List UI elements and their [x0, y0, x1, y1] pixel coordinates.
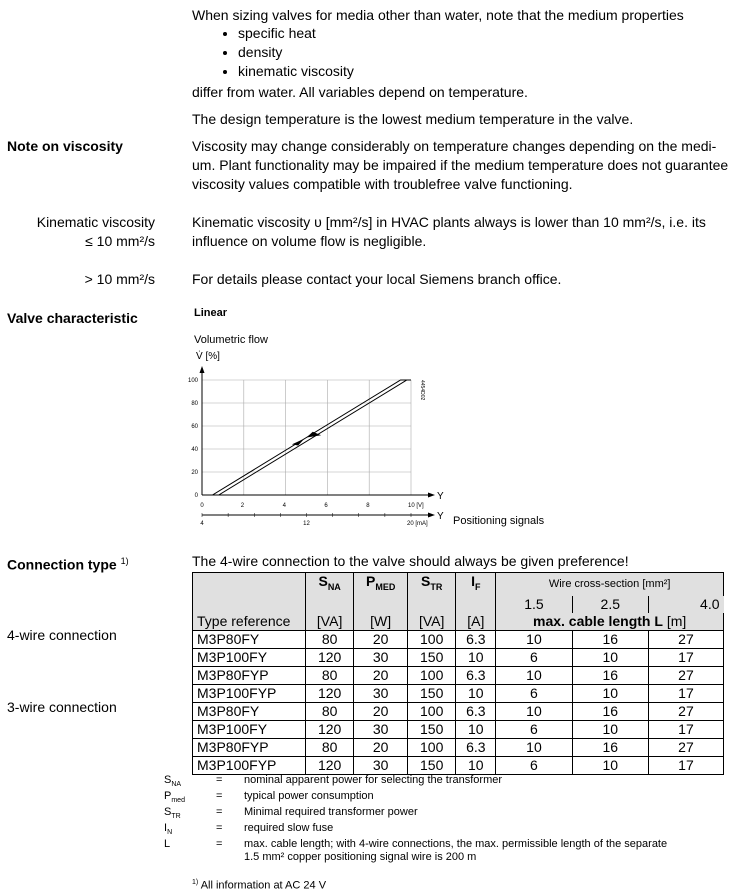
table-cell: 150 [408, 648, 456, 666]
table-row [193, 720, 724, 738]
table-cell: 80 [306, 702, 354, 720]
equals: = [216, 822, 223, 834]
table-cell: 6.3 [456, 738, 496, 756]
table-cell: M3P100FYP [193, 684, 306, 702]
table-cell: 10 [496, 738, 572, 756]
intro-text: When sizing valves for media other than water, note that the medium properties [192, 7, 684, 23]
symbol: S [164, 806, 172, 818]
x-tick-label: 8 [366, 503, 370, 509]
table-cell: 16 [572, 630, 648, 648]
table-row [193, 630, 724, 648]
equals: = [216, 774, 223, 786]
section-heading [7, 552, 129, 574]
table-cell: 20 [354, 630, 408, 648]
side-label: > 10 mm²/s [84, 271, 155, 287]
table-cell: 20 [354, 666, 408, 684]
table-cell: 100 [408, 738, 456, 756]
x-tick-label: 10 [V] [408, 503, 424, 509]
footnote [192, 876, 326, 893]
y-tick-label: 20 [191, 470, 198, 476]
table-cell: M3P80FY [193, 702, 306, 720]
list-item: • specific heat [238, 24, 354, 43]
table-cell: 120 [306, 648, 354, 666]
header-unit: [W] [354, 613, 408, 631]
symbol-sub: N [167, 829, 173, 837]
table-cell: M3P80FY [193, 630, 306, 648]
legend-text: typical power consumption [244, 790, 374, 802]
table-cell: M3P100FYP [193, 756, 306, 774]
table-cell: 17 [648, 756, 723, 774]
header-unit: [A] [456, 613, 496, 631]
legend-text: nominal apparent power for selecting the transformer [244, 774, 503, 786]
equals: = [216, 790, 223, 802]
header-sub: F [475, 581, 481, 592]
table-cell: 16 [572, 666, 648, 684]
header-unit: [VA] [408, 613, 456, 631]
table-cell: 16 [572, 702, 648, 720]
table-cell: 10 [456, 720, 496, 738]
header: max. cable length L [533, 612, 663, 629]
table-cell: 150 [408, 756, 456, 774]
table-cell: 10 [572, 648, 648, 666]
wire-header: Wire cross-section [mm²] [496, 573, 724, 596]
intro-text: differ from water. All variables depend on temperature. [192, 84, 528, 100]
paragraph: viscosity values compatible with troublefree valve functioning. [192, 176, 573, 192]
symbol-sub: NA [171, 781, 182, 789]
symbol: S [164, 774, 172, 786]
wire-size: 1.5 [496, 596, 572, 613]
table-cell: 100 [408, 666, 456, 684]
table-cell: 20 [354, 702, 408, 720]
list-item: • density [238, 43, 354, 62]
list-item: • kinematic viscosity [238, 62, 354, 81]
table-row [193, 648, 724, 666]
table-cell: 17 [648, 720, 723, 738]
table-cell: 120 [306, 756, 354, 774]
header: S [318, 573, 328, 589]
table-cell: 27 [648, 630, 723, 648]
legend-text: required slow fuse [244, 822, 334, 834]
header: Type reference [193, 613, 306, 631]
table-cell: 27 [648, 738, 723, 756]
figure-code: 4454D02 [419, 380, 425, 401]
intro-text: The design temperature is the lowest medium temperature in the valve. [192, 111, 634, 127]
symbol-sub: TR [171, 813, 181, 821]
table-cell: 27 [648, 666, 723, 684]
legend-symbol [164, 836, 170, 857]
x-axis-name: Y [437, 491, 444, 502]
table-cell: 10 [456, 756, 496, 774]
table-cell: 30 [354, 648, 408, 666]
x-axis-label: Positioning signals [453, 515, 545, 527]
header-sub: TR [430, 581, 443, 592]
equals: = [216, 806, 223, 818]
header-unit: [m] [666, 612, 687, 629]
table-cell: 150 [408, 684, 456, 702]
table-cell: 10 [456, 684, 496, 702]
ma-tick-label: 4 [200, 521, 204, 527]
table-cell: 80 [306, 666, 354, 684]
paragraph: um. Plant functionality may be impaired if the medium temperature does not guarantee [192, 157, 729, 173]
table-row [193, 738, 724, 756]
table-cell: 6 [496, 720, 572, 738]
legend-continued: 1.5 mm² copper positioning signal wire is 200 m [244, 851, 477, 863]
table-cell: 6 [496, 684, 572, 702]
table-cell: 6.3 [456, 702, 496, 720]
x-tick-label: 2 [240, 503, 245, 509]
table-cell: 17 [648, 684, 723, 702]
wire-size: 4.0 [648, 596, 723, 613]
ma-tick-label: 12 [303, 521, 310, 527]
ma-axis-name: Y [437, 511, 444, 522]
y-tick-label: 60 [191, 424, 198, 430]
table-cell: 6.3 [456, 666, 496, 684]
table-row [193, 666, 724, 684]
medium-properties-list [192, 24, 354, 81]
side-label: Kinematic viscosity [36, 214, 155, 230]
up-arrow-icon [292, 439, 305, 446]
heading-text: Connection type [7, 556, 117, 573]
x-axis-arrow-icon [428, 493, 435, 498]
y-tick-label: 40 [191, 447, 198, 453]
table-cell: 80 [306, 738, 354, 756]
connection-intro: The 4-wire connection to the valve should always be given preference! [192, 553, 629, 569]
table-cell: M3P100FY [193, 720, 306, 738]
y-tick-label: 100 [187, 378, 198, 384]
header-sub: NA [327, 581, 341, 592]
x-tick-label: 4 [282, 503, 286, 509]
table-cell: 120 [306, 720, 354, 738]
table-cell: 10 [572, 756, 648, 774]
footnote-mark: 1) [120, 556, 129, 566]
section-heading: Note on viscosity [7, 138, 123, 154]
table-cell: 20 [354, 738, 408, 756]
chart-subtitle: Linear [194, 307, 228, 319]
header-sub: MED [375, 581, 396, 592]
table-cell: M3P80FYP [193, 666, 306, 684]
paragraph: Kinematic viscosity υ [mm²/s] in HVAC plants always is lower than 10 mm²/s, i.e. its [192, 214, 706, 230]
table-cell: 10 [496, 630, 572, 648]
valve-characteristic-chart [187, 360, 450, 530]
table-cell: 30 [354, 720, 408, 738]
x-tick-label: 0 [200, 503, 204, 509]
table-cell: 10 [496, 702, 572, 720]
footnote-text: All information at AC 24 V [200, 879, 327, 892]
side-label: 4-wire connection [7, 627, 117, 643]
table-cell: 80 [306, 630, 354, 648]
table-cell: 100 [408, 702, 456, 720]
legend-text: max. cable length; with 4-wire connections, the max. permissible length of the separate [244, 838, 668, 850]
symbol: I [164, 822, 168, 834]
table-cell: 16 [572, 738, 648, 756]
x-tick-label: 6 [324, 503, 328, 509]
paragraph: Viscosity may change considerably on temperature changes depending on the medi- [192, 138, 717, 154]
table-cell: 6.3 [456, 630, 496, 648]
table-cell: M3P100FY [193, 648, 306, 666]
y-axis-arrow-icon [200, 366, 205, 373]
side-label: 3-wire connection [7, 699, 117, 715]
table-cell: 100 [408, 630, 456, 648]
table-cell: 30 [354, 756, 408, 774]
table-cell: 10 [456, 648, 496, 666]
ma-tick-label: 20 [mA] [407, 521, 428, 527]
table-cell: 10 [496, 666, 572, 684]
side-label: ≤ 10 mm²/s [85, 233, 155, 249]
symbol: P [164, 790, 172, 802]
header: S [421, 573, 431, 589]
paragraph: influence on volume flow is negligible. [192, 233, 427, 249]
table-cell: 150 [408, 720, 456, 738]
connection-table [192, 572, 724, 775]
y-axis-label: V̇ [%] [196, 351, 220, 362]
paragraph: For details please contact your local Siemens branch office. [192, 271, 562, 287]
legend-text: Minimal required transformer power [244, 806, 418, 818]
header: I [471, 573, 475, 589]
table-row [193, 702, 724, 720]
header-unit: [VA] [306, 613, 354, 631]
section-heading: Valve characteristic [7, 310, 138, 326]
wire-size: 2.5 [572, 596, 648, 613]
table-cell: 17 [648, 648, 723, 666]
table-cell: 6 [496, 756, 572, 774]
symbol-sub: med [171, 797, 185, 805]
y-tick-label: 0 [194, 493, 198, 499]
ma-axis-arrow-icon [428, 513, 435, 518]
equals: = [216, 838, 223, 850]
chart-title: Volumetric flow [194, 334, 268, 346]
table-cell: 10 [572, 720, 648, 738]
table-cell: 10 [572, 684, 648, 702]
symbol: L [164, 838, 171, 850]
table-cell: 120 [306, 684, 354, 702]
table-cell: 27 [648, 702, 723, 720]
table-cell: 6 [496, 648, 572, 666]
header: P [366, 573, 376, 589]
table-cell: M3P80FYP [193, 738, 306, 756]
table-cell: 30 [354, 684, 408, 702]
table-row [193, 684, 724, 702]
y-tick-label: 80 [191, 401, 198, 407]
footnote-mark: 1) [192, 879, 199, 886]
